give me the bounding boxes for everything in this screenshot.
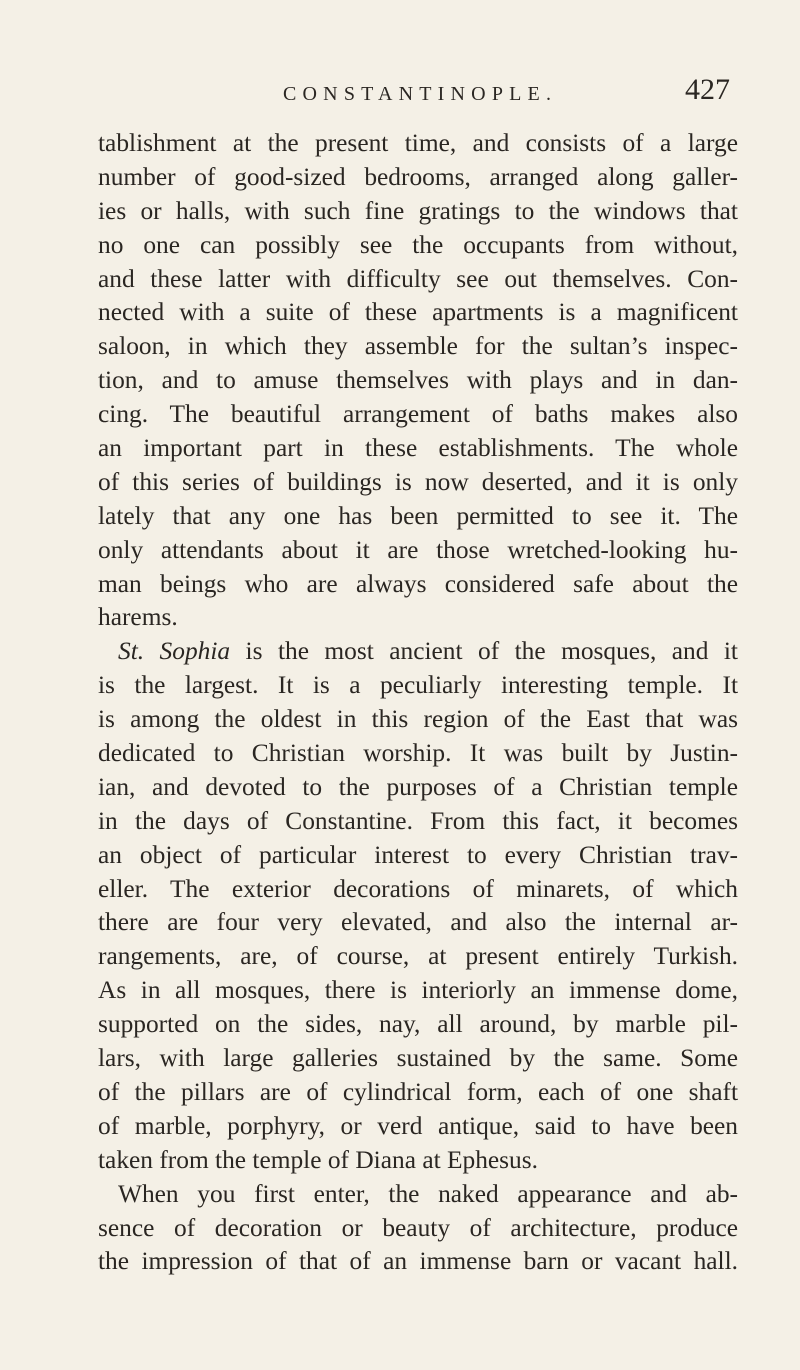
text-line: tion, and to amuse themselves with plays and in dan- [98,366,738,395]
text-line: an important part in these establishments. The whole [98,434,738,463]
text-line: of the pillars are of cylindrical form, each of one shaft [98,1077,738,1106]
text-line: saloon, in which they assemble for the sultan’s inspec- [98,332,738,361]
running-title: CONSTANTINOPLE. [283,83,558,105]
page-number: 427 [685,73,730,106]
text-line: of marble, porphyry, or verd antique, said to have been [98,1111,738,1140]
text-line: and these latter with difficulty see out themselves. Con- [98,264,738,293]
paragraph-start-line [98,635,738,669]
text-line: rangements, are, of course, at present entirely Turkish. [98,942,738,971]
text-line: taken from the temple of Diana at Ephesus. [98,1145,538,1174]
text-line: is among the oldest in this region of the East that was [98,705,738,734]
text-line: dedicated to Christian worship. It was built by Justin- [98,739,738,768]
body-text [98,127,738,1279]
text-line: no one can possibly see the occupants from without, [98,230,738,259]
text-line: cing. The beautiful arrangement of baths makes also [98,400,738,429]
text-line: only attendants about it are those wretched-looking hu- [98,535,738,564]
text-line: harems. [98,603,178,632]
text-line: there are four very elevated, and also the internal ar- [98,908,738,937]
text-line: ian, and devoted to the purposes of a Christian temple [98,772,738,801]
italic-term: St. Sophia [118,637,231,666]
text-line: As in all mosques, there is interiorly an immense dome, [98,976,738,1005]
text-line: an object of particular interest to every Christian trav- [98,840,738,869]
text-fragment: is the most ancient of the mosques, and it [230,637,738,666]
text-line: number of good-sized bedrooms, arranged along galler- [98,162,738,191]
text-line: of this series of buildings is now deserted, and it is only [98,467,738,496]
text-line: eller. The exterior decorations of minarets, of which [98,874,738,903]
text-line: ies or halls, with such fine gratings to the windows that [98,196,738,225]
text-line: supported on the sides, nay, all around, by marble pil- [98,1010,738,1039]
text-line: lately that any one has been permitted to see it. The [98,501,738,530]
text-line: the impression of that of an immense barn or vacant hall. [98,1247,738,1276]
text-line: man beings who are always considered safe about the [98,569,738,598]
page-header [0,73,800,111]
text-line: nected with a suite of these apartments is a magnificent [98,298,738,327]
text-line: tablishment at the present time, and consists of a large [98,129,738,157]
paragraph-start-line: When you first enter, the naked appearance and ab- [118,1179,738,1208]
text-line: sence of decoration or beauty of architecture, produce [98,1213,738,1242]
text-line: lars, with large galleries sustained by the same. Some [98,1044,738,1073]
text-line: in the days of Constantine. From this fact, it becomes [98,806,738,835]
text-line: is the largest. It is a peculiarly interesting temple. It [98,671,738,700]
